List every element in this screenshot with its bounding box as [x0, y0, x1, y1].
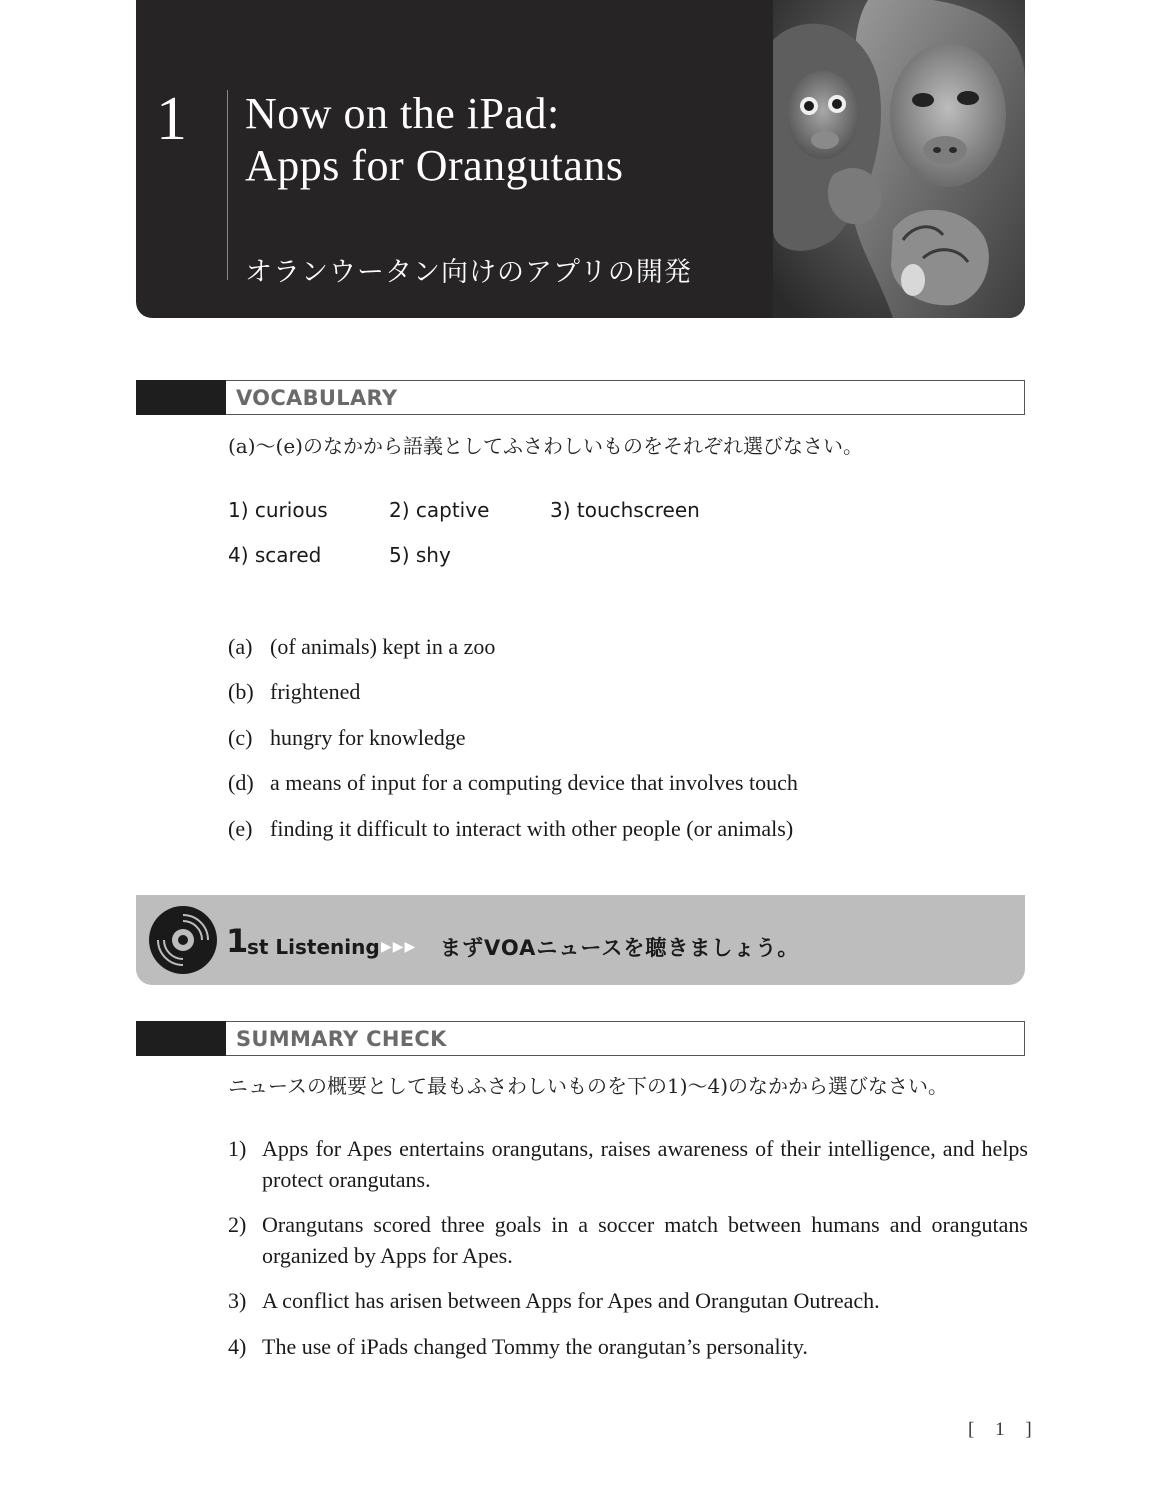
- summary-option: [228, 1285, 1028, 1316]
- definition-text: a means of input for a computing device that involves touch: [270, 770, 798, 795]
- listening-bar: [136, 895, 1025, 985]
- definition-item: [228, 816, 793, 842]
- summary-option: [228, 1209, 1028, 1271]
- listening-number: 1: [226, 922, 249, 960]
- section-label-box: [226, 1021, 1025, 1056]
- section-label: VOCABULARY: [236, 386, 398, 410]
- summary-option-key: 1): [228, 1136, 247, 1161]
- definition-item: [228, 679, 360, 705]
- vocab-word: 3) touchscreen: [550, 498, 700, 522]
- summary-option-text: Apps for Apes entertains orangutans, raises awareness of their intelligence, and helps protect orangutans.: [262, 1136, 1028, 1192]
- definition-text: (of animals) kept in a zoo: [270, 634, 496, 659]
- section-tab: [136, 380, 226, 415]
- summary-option-text: Orangutans scored three goals in a soccer match between humans and orangutans organized by Apps for Apes.: [262, 1212, 1028, 1268]
- summary-option-key: 2): [228, 1212, 247, 1237]
- vocab-word: 1) curious: [228, 498, 328, 522]
- definition-text: finding it difficult to interact with other people (or animals): [270, 816, 794, 841]
- vocabulary-instruction: (a)～(e)のなかから語義としてふさわしいものをそれぞれ選びなさい。: [228, 434, 863, 458]
- summary-option-text: A conflict has arisen between Apps for Apes and Orangutan Outreach.: [262, 1288, 880, 1313]
- section-tab: [136, 1021, 226, 1056]
- section-label: SUMMARY CHECK: [236, 1027, 447, 1051]
- summary-option: [228, 1331, 1028, 1362]
- page-subtitle-jp: オランウータン向けのアプリの開発: [245, 257, 692, 288]
- definition-key: (d): [228, 770, 254, 795]
- page-title: [245, 88, 624, 192]
- definition-text: frightened: [270, 679, 361, 704]
- vocab-word: 2) captive: [389, 498, 490, 522]
- definition-key: (c): [228, 725, 253, 750]
- definition-key: (b): [228, 679, 254, 704]
- page-number: [ 1 ]: [968, 1419, 1040, 1440]
- chapter-number: 1: [156, 85, 187, 153]
- summary-option-key: 4): [228, 1334, 247, 1359]
- banner-divider: [227, 90, 228, 280]
- summary-option: [228, 1133, 1028, 1195]
- definition-item: [228, 725, 466, 751]
- definition-text: hungry for knowledge: [270, 725, 466, 750]
- vocab-word: 4) scared: [228, 543, 322, 567]
- summary-option-text: The use of iPads changed Tommy the orangutan’s personality.: [262, 1334, 808, 1359]
- listening-label: st Listening: [247, 935, 380, 959]
- summary-instruction: ニュースの概要として最もふさわしいものを下の1)～4)のなかから選びなさい。: [228, 1074, 949, 1098]
- title-line-1: Now on the iPad:: [245, 89, 560, 138]
- summary-option-key: 3): [228, 1288, 247, 1313]
- listening-instruction: まずVOAニュースを聴きましょう。: [440, 936, 800, 960]
- summary-heading: [136, 1021, 1025, 1056]
- definition-key: (a): [228, 634, 253, 659]
- title-line-2: Apps for Orangutans: [245, 141, 624, 190]
- chapter-banner: [136, 0, 1025, 318]
- vocab-word: 5) shy: [389, 543, 451, 567]
- cd-icon[interactable]: [148, 905, 218, 975]
- orangutan-photo: [773, 0, 1025, 318]
- section-label-box: [226, 380, 1025, 415]
- arrow-icon: ▶▶▶: [381, 939, 417, 955]
- definition-key: (e): [228, 816, 253, 841]
- definition-item: [228, 634, 495, 660]
- definition-item: [228, 770, 798, 796]
- vocabulary-heading: [136, 380, 1025, 415]
